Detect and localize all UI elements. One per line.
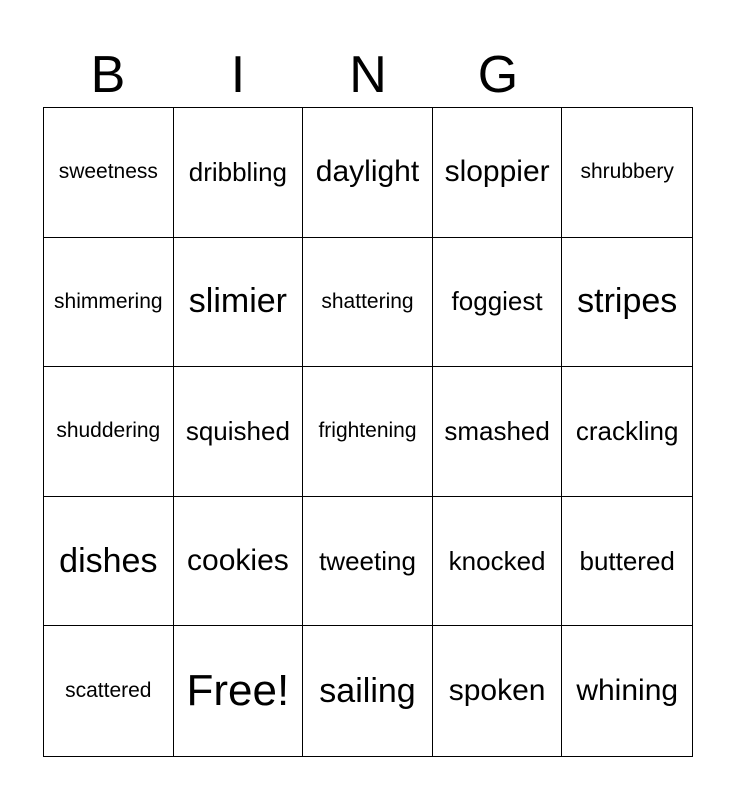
bingo-card [43, 107, 693, 757]
bingo-cell[interactable]: frightening [303, 367, 433, 497]
bingo-cell[interactable]: shimmering [44, 238, 174, 368]
bingo-cell[interactable]: shuddering [44, 367, 174, 497]
header-letter-b: B [90, 46, 126, 104]
bingo-header [43, 44, 693, 106]
bingo-cell[interactable]: dribbling [174, 108, 304, 238]
bingo-cell[interactable]: crackling [562, 367, 692, 497]
bingo-cell[interactable]: whining [576, 674, 679, 708]
bingo-cell[interactable]: shattering [303, 238, 433, 368]
bingo-cell[interactable]: stripes [562, 238, 692, 368]
bingo-cell[interactable]: squished [174, 367, 304, 497]
bingo-cell[interactable]: slimier [174, 238, 304, 368]
bingo-cell[interactable]: spoken [433, 626, 563, 756]
bingo-cell[interactable]: foggiest [433, 238, 563, 368]
bingo-cell[interactable]: sloppier [433, 108, 563, 238]
header-letter-g: G [477, 46, 519, 104]
header-letter-n: N [349, 46, 387, 104]
bingo-cell[interactable]: sweetness [44, 108, 174, 238]
header-letter-i: I [230, 46, 246, 104]
bingo-cell[interactable]: buttered [562, 497, 692, 627]
bingo-cell[interactable]: shrubbery [562, 108, 692, 238]
bingo-cell[interactable]: knocked [433, 497, 563, 627]
free-space-cell[interactable]: Free! [174, 626, 304, 756]
bingo-cell[interactable]: scattered [44, 626, 174, 756]
bingo-cell[interactable]: tweeting [303, 497, 433, 627]
bingo-cell[interactable]: sailing [303, 626, 433, 756]
bingo-cell[interactable]: daylight [303, 108, 433, 238]
bingo-cell[interactable]: dishes [44, 497, 174, 627]
bingo-cell[interactable]: smashed [433, 367, 563, 497]
bingo-cell[interactable]: cookies [174, 497, 304, 627]
